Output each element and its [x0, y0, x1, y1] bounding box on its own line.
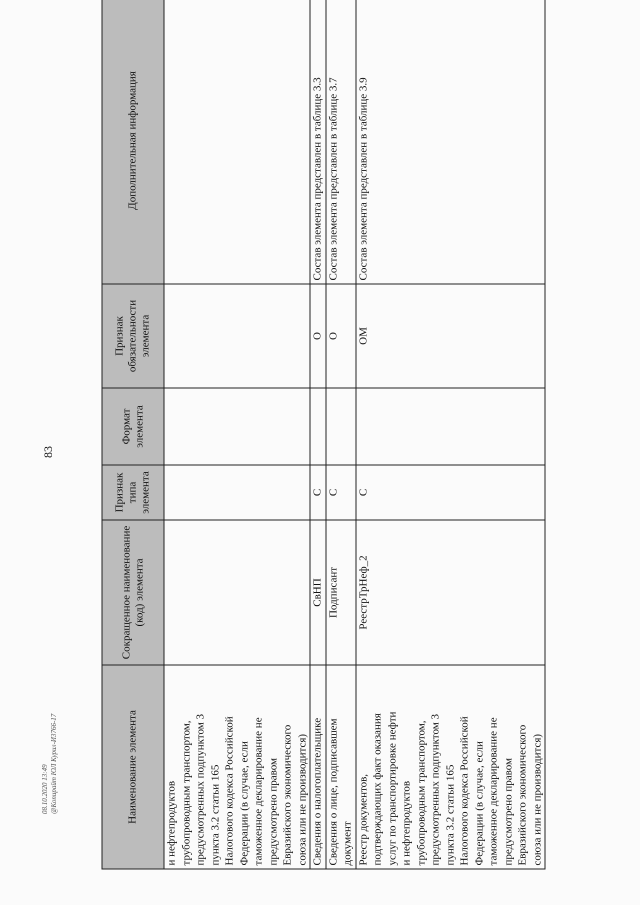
- cell-code: РеестрТрНеф_2: [356, 520, 546, 665]
- cell-required: [164, 284, 310, 388]
- cell-name-line: Налогового кодекса Российской: [458, 716, 471, 866]
- cell-required: ОМ: [356, 284, 546, 388]
- cell-name-line: союза или не производится): [296, 733, 308, 866]
- table-header-row: [102, 0, 164, 869]
- cell-required: О: [326, 284, 356, 388]
- cell-name: [164, 665, 310, 869]
- table-row: [310, 0, 326, 869]
- cell-name-line: предусмотренных подпунктом 3: [194, 714, 207, 866]
- cell-type: С: [356, 465, 546, 520]
- elements-table: [102, 0, 546, 870]
- cell-name-line: Сведения о лице, подписавшем: [327, 718, 339, 866]
- table-row: [356, 0, 546, 869]
- cell-code: [164, 520, 310, 665]
- cell-name-line: таможенное декларирование не: [252, 717, 265, 866]
- cell-name-line: подтверждающих факт оказания: [371, 713, 384, 866]
- cell-name: [356, 665, 546, 869]
- cell-format: [310, 388, 326, 465]
- cell-name-line: Евразийского экономического: [516, 724, 529, 866]
- cell-format: [356, 388, 546, 465]
- cell-name-line: Налогового кодекса Российской: [223, 716, 236, 866]
- cell-name-line: Евразийского экономического: [281, 724, 294, 866]
- table-row: [326, 0, 356, 869]
- cell-format: [326, 388, 356, 465]
- cell-info: Состав элемента представлен в таблице 3.7: [326, 0, 356, 284]
- cell-name-line: предусмотренных подпунктом 3: [429, 714, 442, 866]
- header-additional-info: Дополнительная информация: [102, 0, 164, 284]
- registration-stamp: [41, 674, 59, 814]
- cell-name-line: предусмотрено правом: [267, 757, 279, 866]
- cell-info: Состав элемента представлен в таблице 3.3: [310, 0, 326, 284]
- cell-name-line: и нефтепродуктов: [400, 780, 413, 866]
- cell-name: [310, 665, 326, 869]
- header-element-code: Сокращенное наименование (код) элемента: [102, 520, 164, 665]
- rotated-table-wrapper: [102, 40, 543, 870]
- cell-name-line: Сведения о налогоплательщике: [311, 717, 324, 866]
- header-element-required: Признак обязательности элемента: [102, 284, 164, 388]
- cell-info: Состав элемента представлен в таблице 3.9: [356, 0, 546, 284]
- cell-name-line: пункта 3.2 статьи 165: [444, 764, 456, 866]
- cell-code: СвНП: [310, 520, 326, 665]
- cell-name-line: Реестр документов,: [357, 773, 369, 866]
- cell-format: [164, 388, 310, 465]
- cell-name-line: Федерации (в случае, если: [473, 741, 485, 866]
- cell-name-line: трубопроводным транспортом,: [180, 720, 192, 866]
- header-element-format: Формат элемента: [102, 388, 164, 465]
- cell-type: С: [310, 465, 326, 520]
- cell-name-line: и нефтепродуктов: [165, 780, 178, 866]
- cell-name-line: услуг по транспортировке нефти: [386, 711, 398, 866]
- cell-name-line: предусмотрено правом: [502, 757, 514, 866]
- cell-name-line: документ: [341, 821, 354, 866]
- cell-name: [326, 665, 356, 869]
- header-element-name: Наименование элемента: [102, 665, 164, 869]
- cell-name-line: союза или не производится): [531, 733, 543, 866]
- stamp-date: 08.10.2020 13:49: [41, 764, 49, 814]
- stamp-text: @Копирайт ЮЛ Курил-И3766-17: [50, 713, 58, 814]
- cell-name-line: таможенное декларирование не: [487, 717, 500, 866]
- cell-type: С: [326, 465, 356, 520]
- page-number: 83: [41, 446, 55, 458]
- cell-code: Подписант: [326, 520, 356, 665]
- table-row: [164, 0, 310, 869]
- cell-name-line: трубопроводным транспортом,: [415, 720, 427, 866]
- cell-required: О: [310, 284, 326, 388]
- cell-info: [164, 0, 310, 284]
- cell-name-line: Федерации (в случае, если: [238, 741, 250, 866]
- cell-type: [164, 465, 310, 520]
- cell-name-line: пункта 3.2 статьи 165: [209, 764, 221, 866]
- header-element-type: Признак типа элемента: [102, 465, 164, 520]
